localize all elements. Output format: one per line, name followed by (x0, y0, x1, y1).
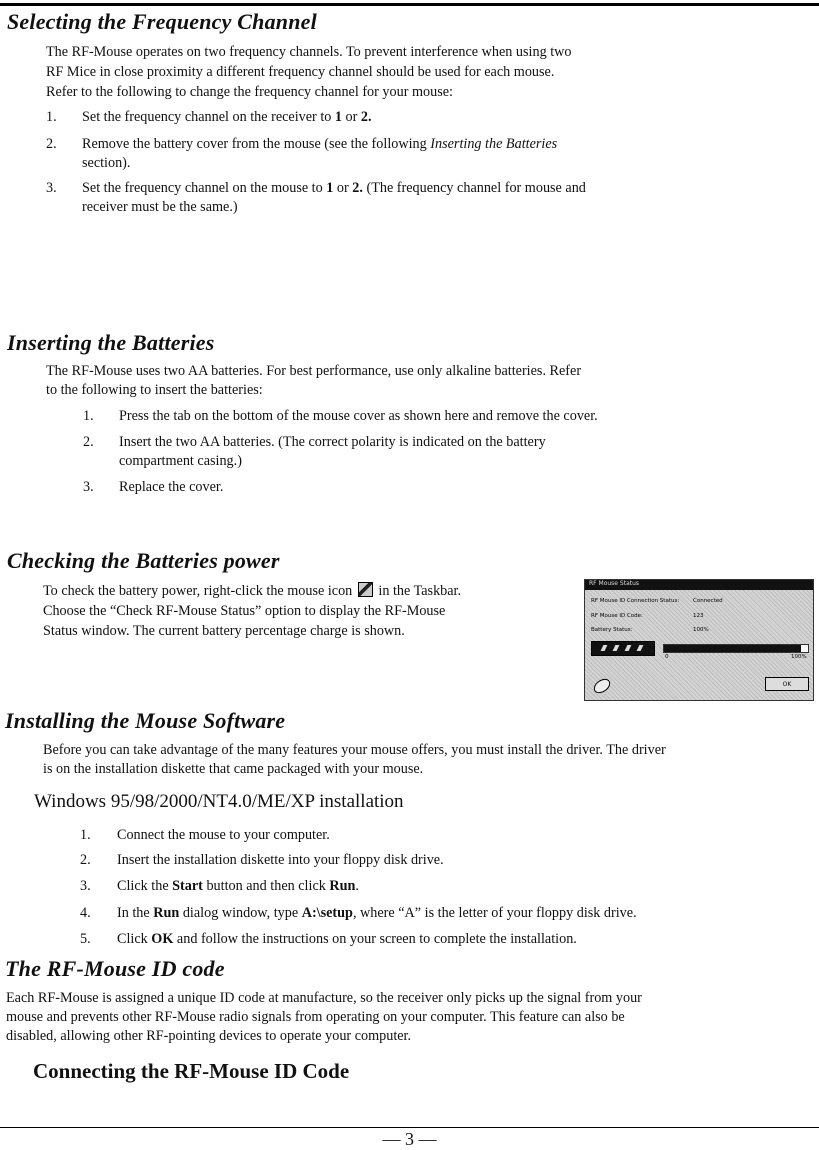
list-text: Insert the two AA batteries. (The correct polarity is indicated on the battery compartment casing.) (119, 434, 546, 469)
mouse-icon (591, 676, 613, 696)
list-number: 3. (80, 878, 91, 894)
status-row-label: RF Mouse ID Connection Status: (591, 598, 680, 604)
list-text: Remove the battery cover from the mouse (see the following Inserting the Batteries section). (82, 136, 558, 171)
section-title-batteries: Inserting the Batteries (7, 330, 215, 355)
list-number: 3. (83, 479, 94, 495)
status-row-value: 100% (693, 627, 709, 633)
status-window-titlebar (585, 580, 813, 590)
list-text: Click the Start button and then click Run. (117, 878, 359, 894)
bar-min-label: 0 (665, 654, 669, 660)
list-number: 1. (83, 408, 94, 424)
battery-progress-fill (664, 645, 801, 652)
list-item (80, 904, 800, 924)
list-item (80, 877, 800, 897)
batteries-intro-line-1: The RF-Mouse uses two AA batteries. For best performance, use only alkaline batteries. Refer (46, 363, 582, 379)
software-intro-line-2: is on the installation diskette that came packaged with your mouse. (43, 761, 424, 777)
status-window-screenshot (584, 579, 814, 701)
bar-max-label: 100% (791, 654, 807, 660)
bottom-rule (0, 1127, 819, 1128)
list-text: Press the tab on the bottom of the mouse cover as shown here and remove the cover. (119, 408, 598, 424)
list-item (46, 179, 746, 219)
list-number: 3. (46, 180, 57, 196)
list-text: Insert the installation diskette into your floppy disk drive. (117, 852, 444, 868)
list-item (46, 108, 746, 128)
id-code-line-1: Each RF-Mouse is assigned a unique ID code at manufacture, so the receiver only picks up the signal from your (6, 990, 642, 1006)
list-item (46, 135, 746, 175)
list-text: In the Run dialog window, type A:\setup, where “A” is the letter of your floppy disk drive. (117, 905, 637, 921)
list-number: 2. (83, 434, 94, 450)
list-number: 1. (46, 109, 57, 125)
list-item (83, 478, 783, 498)
connecting-id-code-subtitle: Connecting the RF-Mouse ID Code (33, 1059, 350, 1083)
list-item (83, 433, 783, 473)
list-item (83, 407, 783, 427)
list-number: 2. (80, 852, 91, 868)
windows-install-subtitle: Windows 95/98/2000/NT4.0/ME/XP installation (34, 791, 404, 812)
section-title-software: Installing the Mouse Software (5, 708, 286, 733)
battery-power-line-1: To check the battery power, right-click the mouse icon in the Taskbar. (43, 583, 462, 599)
list-text: Connect the mouse to your computer. (117, 827, 330, 843)
list-number: 1. (80, 827, 91, 843)
id-code-line-3: disabled, allowing other RF-pointing devices to operate your computer. (6, 1028, 412, 1044)
section-title-frequency: Selecting the Frequency Channel (7, 9, 317, 34)
list-text: Click OK and follow the instructions on your screen to complete the installation. (117, 931, 577, 947)
list-text: Replace the cover. (119, 479, 224, 495)
list-number: 2. (46, 136, 57, 152)
frequency-intro-line-3: Refer to the following to change the frequency channel for your mouse: (46, 84, 453, 100)
list-text: Set the frequency channel on the mouse to 1 or 2. (The frequency channel for mouse and receiver must be the same.) (82, 180, 586, 215)
battery-progress-bar (663, 644, 809, 653)
mouse-tray-icon (358, 582, 373, 597)
ok-button[interactable]: OK (765, 677, 809, 691)
list-item (80, 851, 800, 871)
frequency-intro-line-2: RF Mice in close proximity a different frequency channel should be used for each mouse. (46, 64, 555, 80)
list-item (80, 826, 800, 846)
list-text: Set the frequency channel on the receiver to 1 or 2. (82, 109, 372, 125)
status-row-value: Connected (693, 598, 723, 604)
battery-power-line-2: Choose the “Check RF-Mouse Status” option to display the RF-Mouse (43, 603, 446, 619)
id-code-line-2: mouse and prevents other RF-Mouse radio signals from operating on your computer. This feature can also be (6, 1009, 625, 1025)
list-item (80, 930, 800, 950)
status-row-label: Battery Status: (591, 627, 633, 633)
section-title-battery-power: Checking the Batteries power (7, 548, 280, 573)
section-title-id-code: The RF-Mouse ID code (5, 956, 225, 981)
list-number: 4. (80, 905, 91, 921)
top-rule (0, 3, 819, 6)
status-window-title: RF Mouse Status (589, 580, 640, 587)
batteries-intro-line-2: to the following to insert the batteries: (46, 382, 263, 398)
page-number: — 3 — (382, 1129, 437, 1149)
software-intro-line-1: Before you can take advantage of the many features your mouse offers, you must install the driver. The driver (43, 742, 666, 758)
status-row-value: 123 (693, 613, 704, 619)
frequency-intro-line-1: The RF-Mouse operates on two frequency channels. To prevent interference when using two (46, 44, 572, 60)
battery-power-line-3: Status window. The current battery percentage charge is shown. (43, 623, 405, 639)
status-row-label: RF Mouse ID Code: (591, 613, 643, 619)
list-number: 5. (80, 931, 91, 947)
battery-icon (591, 641, 655, 656)
